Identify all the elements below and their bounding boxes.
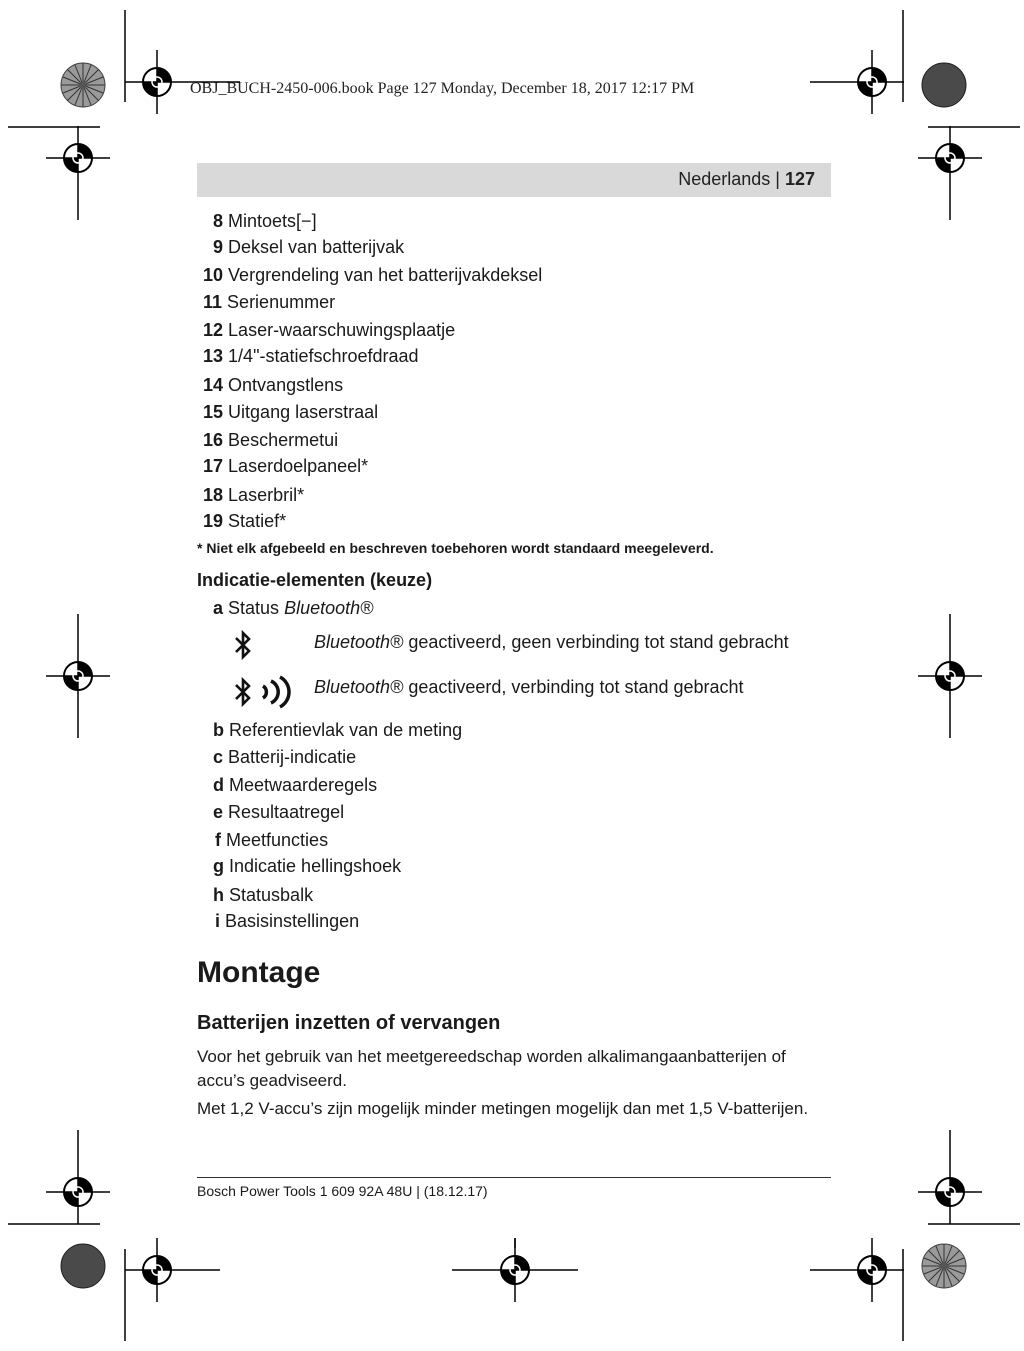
- page-footer: Bosch Power Tools 1 609 92A 48U | (18.12.17): [197, 1183, 488, 1199]
- indicator-a: a Status Bluetooth®: [213, 598, 374, 618]
- list-item: 11 Serienummer: [203, 292, 336, 312]
- list-item: 12 Laser-waarschuwingsplaatje: [203, 320, 456, 340]
- list-item: 18 Laserbril*: [203, 485, 305, 505]
- header-separator: |: [770, 169, 785, 189]
- footer-rule: [197, 1177, 831, 1178]
- accessory-footnote: * Niet elk afgebeeld en beschreven toebehoren wordt standaard meegeleverd.: [197, 540, 714, 556]
- list-item: c Batterij-indicatie: [213, 747, 357, 767]
- list-item: f Meetfuncties: [215, 830, 329, 850]
- list-item: 8 Mintoets[−]: [213, 211, 317, 231]
- list-item: e Resultaatregel: [213, 802, 345, 822]
- header-text: [678, 169, 815, 190]
- list-item: i Basisinstellingen: [215, 911, 360, 931]
- bluetooth-connected-icon: [232, 675, 302, 709]
- list-item: 9 Deksel van batterijvak: [213, 237, 405, 257]
- list-item: h Statusbalk: [213, 885, 314, 905]
- list-item: 17 Laserdoelpaneel*: [203, 456, 369, 476]
- header-language: Nederlands: [678, 169, 771, 189]
- paragraph: Voor het gebruik van het meetgereedschap worden alkalimangaanbatterijen of accu’s geadviseerd.: [197, 1047, 786, 1090]
- list-item: 16 Beschermetui: [203, 430, 339, 450]
- list-item: 15 Uitgang laserstraal: [203, 402, 379, 422]
- list-item: 14 Ontvangstlens: [203, 375, 344, 395]
- list-item: d Meetwaarderegels: [213, 775, 378, 795]
- header-page-number: 127: [784, 169, 815, 189]
- list-item: 13 1/4"-statiefschroefdraad: [203, 346, 419, 366]
- list-item: b Referentievlak van de meting: [213, 720, 463, 740]
- list-item: 19 Statief*: [203, 511, 287, 531]
- section-title: Montage: [197, 956, 321, 989]
- print-slug-line: OBJ_BUCH-2450-006.book Page 127 Monday, December 18, 2017 12:17 PM: [190, 80, 695, 97]
- bluetooth-state-connected: Bluetooth® geactiveerd, verbinding tot stand gebracht: [314, 677, 744, 697]
- list-item: 10 Vergrendeling van het batterijvakdeksel: [203, 265, 543, 285]
- paragraph: Met 1,2 V-accu’s zijn mogelijk minder metingen mogelijk dan met 1,5 V-batterijen.: [197, 1099, 809, 1118]
- indicators-heading: Indicatie-elementen (keuze): [197, 570, 433, 590]
- subsection-title: Batterijen inzetten of vervangen: [197, 1012, 501, 1034]
- bluetooth-state-disconnected: Bluetooth® geactiveerd, geen verbinding tot stand gebracht: [314, 632, 789, 652]
- list-item: g Indicatie hellingshoek: [213, 856, 402, 876]
- running-header: [197, 163, 831, 197]
- bluetooth-icon: [232, 630, 254, 660]
